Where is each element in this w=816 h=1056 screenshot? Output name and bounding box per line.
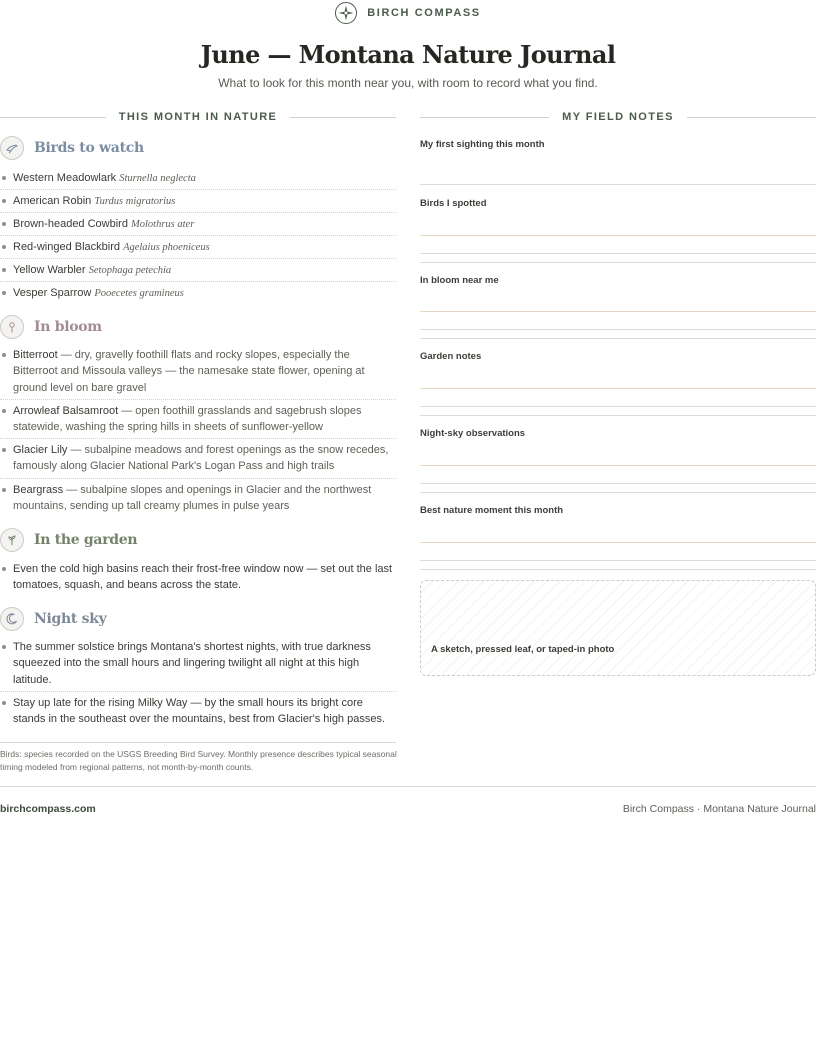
writing-line[interactable] (420, 338, 816, 339)
writing-line[interactable] (420, 492, 816, 493)
field-notes-label: MY FIELD NOTES (562, 111, 674, 123)
writing-line[interactable] (420, 235, 816, 236)
bird-name: Brown-headed Cowbird (13, 218, 128, 230)
night-item: The summer solstice brings Montana's shortest nights, with true darkness squeezed into the small hours and lingering twilight all night at this high latitude. (0, 639, 396, 692)
writing-line[interactable] (420, 329, 816, 330)
prompt-birds-spotted: Birds I spotted (420, 198, 487, 209)
writing-line[interactable] (420, 406, 816, 407)
field-notes-heading (420, 110, 816, 124)
plant-description: — subalpine meadows and forest openings as the snow recedes, famously along Glacier National Park's Logan Pass and high trails (13, 444, 389, 473)
birds-title: Birds to watch (34, 140, 144, 156)
bird-item (0, 285, 396, 305)
bird-name: Western Meadowlark (13, 172, 117, 184)
nature-section-heading (0, 110, 396, 124)
bloom-item (0, 442, 396, 479)
writing-line[interactable] (420, 184, 816, 185)
plant-name: Glacier Lily (13, 444, 68, 456)
plant-name: Bitterroot (13, 349, 58, 361)
brand-header (0, 1, 816, 25)
writing-line[interactable] (420, 311, 816, 312)
writing-line[interactable] (420, 542, 816, 543)
prompt-in-bloom: In bloom near me (420, 275, 499, 286)
writing-line[interactable] (420, 483, 816, 484)
birds-category (0, 136, 396, 160)
bloom-item (0, 347, 396, 400)
bird-icon (0, 136, 24, 160)
nature-section-label: THIS MONTH IN NATURE (118, 111, 278, 123)
page-title: June — Montana Nature Journal (200, 40, 616, 69)
night-category (0, 607, 396, 631)
compass-rose-icon (335, 2, 357, 24)
bloom-item (0, 403, 396, 439)
garden-title: In the garden (34, 532, 138, 548)
prompt-night-sky: Night-sky observations (420, 428, 526, 439)
moon-icon (0, 607, 24, 631)
seedling-icon (0, 528, 24, 552)
bird-name: Yellow Warbler (13, 264, 86, 276)
writing-line[interactable] (420, 465, 816, 466)
brand-name: BIRCH COMPASS (367, 7, 481, 19)
bird-scientific-name: Agelaius phoeniceus (123, 242, 210, 253)
prompt-best-moment: Best nature moment this month (420, 505, 564, 516)
bird-name: American Robin (13, 195, 92, 207)
bloom-item (0, 482, 396, 518)
site-link[interactable]: birchcompass.com (0, 803, 96, 815)
bird-item (0, 262, 396, 282)
night-title: Night sky (34, 611, 107, 627)
bird-scientific-name: Pooecetes gramineus (94, 288, 184, 299)
flower-icon (0, 315, 24, 339)
writing-line[interactable] (420, 262, 816, 263)
bird-scientific-name: Turdus migratorius (94, 196, 176, 207)
bird-item (0, 193, 396, 213)
garden-item: Even the cold high basins reach their frost-free window now — set out the last tomatoes, squash, and beans across the state. (0, 561, 396, 597)
sketch-box[interactable] (420, 580, 816, 676)
footer-credit: Birch Compass · Montana Nature Journal (622, 803, 816, 815)
bloom-title: In bloom (34, 319, 102, 335)
writing-line[interactable] (420, 560, 816, 561)
garden-category (0, 528, 396, 552)
prompt-first-sighting: My first sighting this month (420, 139, 545, 150)
page-subtitle: What to look for this month near you, with room to record what you find. (218, 76, 598, 90)
plant-description: — open foothill grasslands and sagebrush slopes statewide, washing the spring hills in sheets of sunflower-yellow (13, 405, 362, 434)
bird-scientific-name: Sturnella neglecta (119, 173, 196, 184)
footnote: Birds: species recorded on the USGS Breeding Bird Survey. Monthly presence describes typical seasonal timing modeled from regional patterns, not month-by-month counts. (0, 749, 397, 772)
bird-item (0, 170, 396, 190)
writing-line[interactable] (420, 253, 816, 254)
writing-line[interactable] (420, 415, 816, 416)
plant-name: Beargrass (13, 484, 64, 496)
bird-item (0, 239, 396, 259)
footer-divider (0, 786, 816, 787)
bird-scientific-name: Molothrus ater (131, 219, 195, 230)
writing-line[interactable] (420, 388, 816, 389)
bloom-category (0, 315, 396, 339)
bird-scientific-name: Setophaga petechia (88, 265, 172, 276)
bird-name: Red-winged Blackbird (13, 241, 120, 253)
footnote-divider (0, 742, 396, 743)
sketch-label: A sketch, pressed leaf, or taped-in photo (431, 644, 615, 655)
prompt-garden-notes: Garden notes (420, 351, 482, 362)
plant-name: Arrowleaf Balsamroot (13, 405, 119, 417)
writing-line[interactable] (420, 569, 816, 570)
plant-description: — subalpine slopes and openings in Glacier and the northwest mountains, sending up tall creamy plumes in pulse years (13, 484, 372, 513)
night-item: Stay up late for the rising Milky Way — by the small hours its bright core stands in the southeast over the mountains, best from Glacier's high passes. (0, 695, 396, 731)
bird-item (0, 216, 396, 236)
bird-name: Vesper Sparrow (13, 287, 92, 299)
plant-description: — dry, gravelly foothill flats and rocky slopes, especially the Bitterroot and Missoula valleys — the namesake state flower, opening at ground level on bare gravel (13, 349, 365, 394)
